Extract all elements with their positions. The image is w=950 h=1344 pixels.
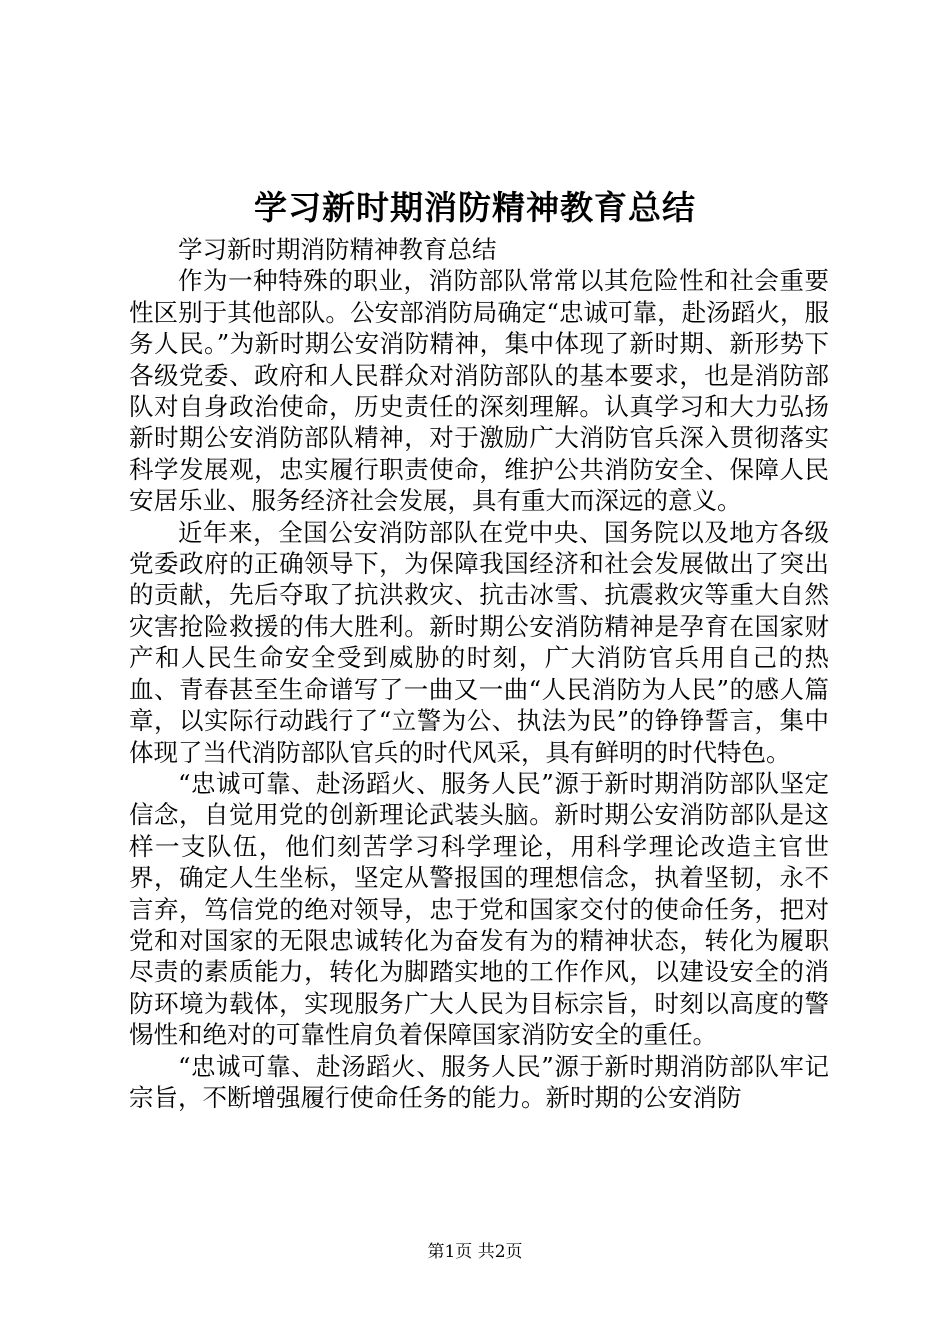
paragraph-4: “忠诚可靠、赴汤蹈火、服务人民”源于新时期消防部队牢记宗旨，不断增强履行使命任务的能力。新时期的公安消防 <box>129 1051 829 1112</box>
paragraph-1: 作为一种特殊的职业，消防部队常常以其危险性和社会重要性区别于其他部队。公安部消防局确定“忠诚可靠，赴汤蹈火，服务人民。”为新时期公安消防精神，集中体现了新时期、新形势下各级党委、政府和人民群众对消防部队的基本要求，也是消防部队对自身政治使命，历史责任的深刻理解。认真学习和大力弘扬新时期公安消防部队精神，对于激励广大消防官兵深入贯彻落实科学发展观，忠实履行职责使命，维护公共消防安全、保障人民安居乐业、服务经济社会发展，具有重大而深远的意义。 <box>129 266 829 516</box>
document-body <box>129 234 829 1113</box>
document-title: 学习新时期消防精神教育总结 <box>254 188 696 227</box>
paragraph-subtitle: 学习新时期消防精神教育总结 <box>178 235 497 264</box>
paragraph-2: 近年来，全国公安消防部队在党中央、国务院以及地方各级党委政府的正确领导下，为保障我国经济和社会发展做出了突出的贡献，先后夺取了抗洪救灾、抗击冰雪、抗震救灾等重大自然灾害抢险救援的伟大胜利。新时期公安消防精神是孕育在国家财产和人民生命安全受到威胁的时刻，广大消防官兵用自己的热血、青春甚至生命谱写了一曲又一曲“人民消防为人民”的感人篇章，以实际行动践行了“立警为公、执法为民”的铮铮誓言，集中体现了当代消防部队官兵的时代风采，具有鲜明的时代特色。 <box>129 517 829 767</box>
paragraph-3: “忠诚可靠、赴汤蹈火、服务人民”源于新时期消防部队坚定信念，自觉用党的创新理论武装头脑。新时期公安消防部队是这样一支队伍，他们刻苦学习科学理论，用科学理论改造主官世界，确定人生坐标，坚定从警报国的理想信念，执着坚韧，永不言弃，笃信党的绝对领导，忠于党和国家交付的使命任务，把对党和对国家的无限忠诚转化为奋发有为的精神状态，转化为履职尽责的素质能力，转化为脚踏实地的工作作风，以建设安全的消防环境为载体，实现服务广大人民为目标宗旨，时刻以高度的警惕性和绝对的可靠性肩负着保障国家消防安全的重任。 <box>129 768 829 1050</box>
page-number-footer: 第1页 共2页 <box>427 1242 523 1262</box>
